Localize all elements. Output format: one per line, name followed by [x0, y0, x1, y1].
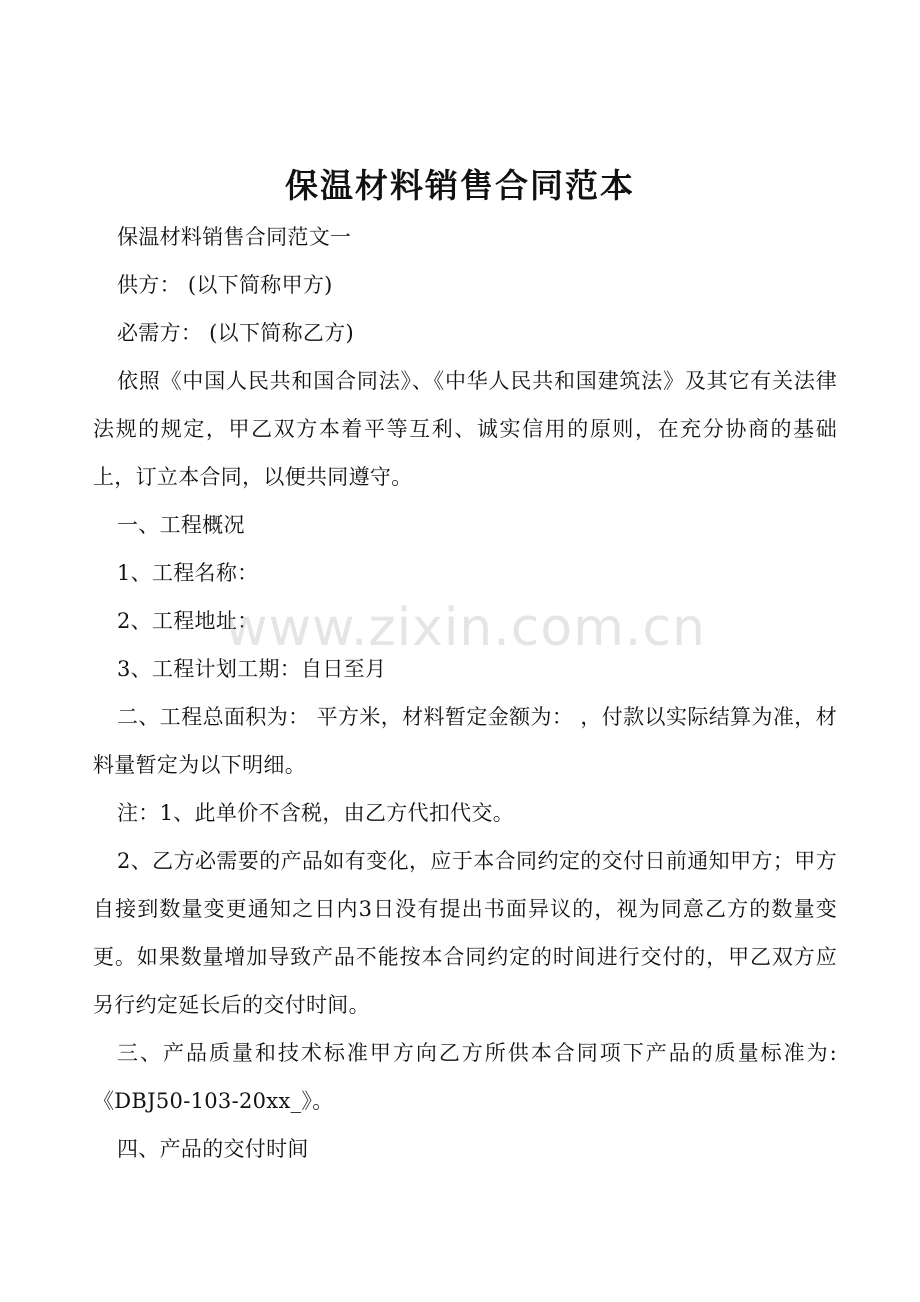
document-title: 保温材料销售合同范本 — [285, 166, 635, 205]
paragraph: 三、产品质量和技术标准甲方向乙方所供本合同项下产品的质量标准为:《DBJ50-103-20xx_》。 — [93, 1041, 837, 1113]
paragraph: 供方： (以下简称甲方) — [117, 273, 333, 297]
paragraph: 3、工程计划工期：自日至月 — [117, 657, 387, 681]
paragraph: 2、工程地址： — [117, 609, 259, 633]
paragraph: 保温材料销售合同范文一 — [117, 225, 352, 249]
paragraph: 二、工程总面积为： 平方米，材料暂定金额为： ，付款以实际结算为准，材料量暂定为以下明细。 — [93, 705, 837, 777]
watermark: www.zixin.com.cn — [225, 598, 706, 658]
paragraph: 四、产品的交付时间 — [117, 1137, 309, 1161]
paragraph: 1、工程名称： — [117, 561, 259, 585]
paragraph: 一、工程概况 — [117, 513, 245, 537]
paragraph: 2、乙方必需要的产品如有变化，应于本合同约定的交付日前通知甲方；甲方自接到数量变更通知之日内3日没有提出书面异议的，视为同意乙方的数量变更。如果数量增加导致产品不能按本合同约定的时间进行交付的，甲乙双方应另行约定延长后的交付时间。 — [93, 849, 837, 1017]
paragraph: 必需方： (以下简称乙方) — [117, 321, 354, 345]
paragraph: 注：1、此单价不含税，由乙方代扣代交。 — [117, 801, 515, 825]
paragraph: 依照《中国人民共和国合同法》、《中华人民共和国建筑法》及其它有关法律法规的规定，甲乙双方本着平等互利、诚实信用的原则，在充分协商的基础上，订立本合同，以便共同遵守。 — [93, 369, 837, 489]
document-body — [93, 213, 837, 1173]
